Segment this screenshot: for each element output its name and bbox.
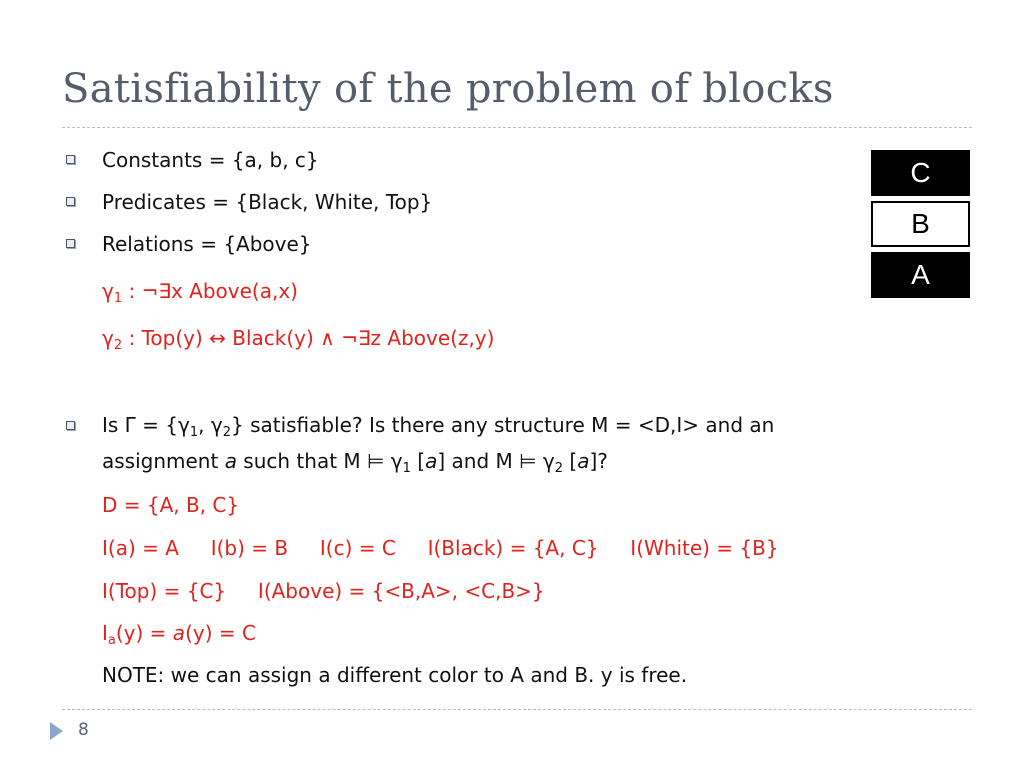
relations-text: Relations = {Above} (102, 232, 312, 256)
interpretation-top-above: I(Top) = {C} I(Above) = {<B,A>, <C,B>} (102, 579, 545, 603)
formula-body: : ¬∃x Above(a,x) (122, 279, 298, 303)
interpretation-constants: I(a) = A I(b) = B I(c) = C I(Black) = {A, C} I(White) = {B} (102, 536, 779, 560)
assignment-subscript: a (107, 633, 116, 648)
gamma-index: 2 (113, 338, 123, 353)
formula-gamma-1 (102, 278, 298, 304)
gamma-index: 2 (554, 461, 564, 476)
formula-body: : Top(y) ↔ Black(y) ∧ ¬∃z Above(z,y) (122, 326, 495, 350)
gamma-symbol: γ (102, 326, 114, 350)
gamma-symbol: γ (102, 279, 114, 303)
bullet-icon (66, 421, 75, 430)
question-text: [ (563, 449, 578, 473)
footer-divider (62, 709, 972, 710)
assignment-var: a (577, 449, 590, 473)
formula-gamma-2 (102, 325, 494, 351)
question-text: ]? (589, 449, 608, 473)
question-text: ] and M ⊨ γ (437, 449, 555, 473)
question-line-2 (102, 448, 608, 474)
interpretation-I: I (102, 621, 108, 645)
question-text: such that M ⊨ γ (236, 449, 403, 473)
gamma-index: 1 (402, 461, 411, 476)
gamma-index: 1 (113, 291, 123, 306)
question-line-1 (102, 412, 774, 438)
bullet-icon (66, 155, 75, 164)
note-text: NOTE: we can assign a different color to A and B. y is free. (102, 663, 688, 687)
gamma-index: 1 (189, 425, 199, 440)
predicates-text: Predicates = {Black, White, Top} (102, 190, 433, 214)
block-c: C (871, 150, 970, 196)
question-text: assignment (102, 449, 225, 473)
assignment-text: (y) = (115, 621, 173, 645)
play-arrow-icon (50, 722, 63, 740)
block-b: B (871, 201, 970, 247)
assignment-var: a (172, 621, 186, 645)
title-divider (62, 127, 972, 128)
assignment-line (102, 620, 256, 646)
slide-title: Satisfiability of the problem of blocks (62, 66, 834, 112)
question-text: Is Γ = {γ (102, 413, 190, 437)
page-number: 8 (78, 720, 89, 740)
assignment-text: (y) = C (185, 621, 256, 645)
question-text: } satisfiable? Is there any structure M = <D,I> and an (230, 413, 775, 437)
question-text: , γ (198, 413, 223, 437)
assignment-var: a (425, 449, 438, 473)
assignment-var: a (224, 449, 237, 473)
constants-text: Constants = {a, b, c} (102, 148, 319, 172)
bullet-icon (66, 197, 75, 206)
gamma-index: 2 (222, 425, 231, 440)
question-text: [ (410, 449, 426, 473)
bullet-icon (66, 239, 75, 248)
block-a: A (871, 252, 970, 298)
domain-text: D = {A, B, C} (102, 493, 240, 517)
